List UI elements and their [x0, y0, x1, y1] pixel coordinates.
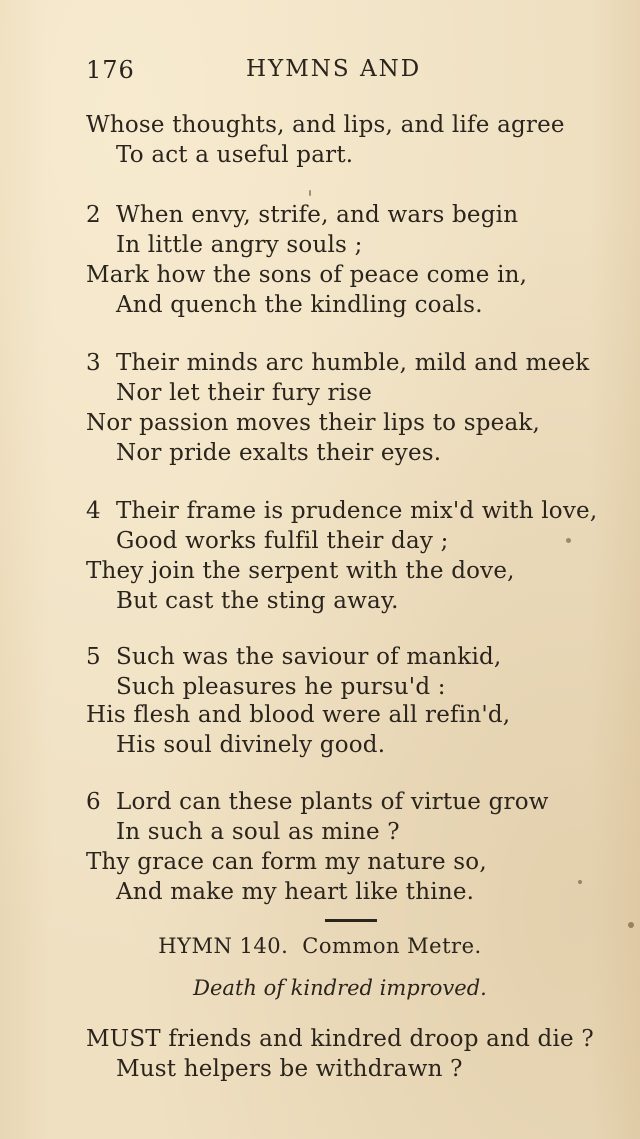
verse-text: Their minds arc humble, mild and meek: [116, 350, 590, 376]
verse-line: Thy grace can form my nature so,: [86, 849, 487, 875]
verse-text: Their frame is prudence mix'd with love,: [116, 498, 598, 524]
verse-line: To act a useful part.: [116, 142, 354, 168]
verse-line: They join the serpent with the dove,: [86, 558, 515, 584]
verse-line: [86, 789, 549, 815]
page-header: [86, 52, 446, 92]
verse-number: 5: [86, 644, 101, 670]
verse-line: Nor passion moves their lips to speak,: [86, 410, 540, 436]
verse-line: [86, 498, 597, 524]
verse-line: Good works fulfil their day ;: [116, 528, 449, 554]
running-head: HYMNS AND: [246, 56, 422, 82]
verse-text: Such was the saviour of mankid,: [116, 644, 502, 670]
verse-text: friends and kindred droop and die ?: [160, 1026, 594, 1052]
verse-line: Must helpers be withdrawn ?: [116, 1056, 463, 1082]
hymn-title: HYMN 140.: [158, 934, 289, 958]
verse-line: [86, 202, 518, 228]
verse-text: Lord can these plants of virtue grow: [116, 789, 549, 815]
verse-line: Such pleasures he pursu'd :: [116, 674, 446, 700]
paper-speck: [628, 922, 634, 928]
verse-line: In such a soul as mine ?: [116, 819, 400, 845]
paper-speck: [566, 538, 571, 543]
verse-line: His flesh and blood were all refin'd,: [86, 702, 511, 728]
verse-text: When envy, strife, and wars begin: [116, 202, 519, 228]
verse-line: Whose thoughts, and lips, and life agree: [86, 112, 565, 138]
verse-line: Nor pride exalts their eyes.: [116, 440, 442, 466]
verse-line: But cast the sting away.: [116, 588, 399, 614]
verse-line: [86, 350, 589, 376]
verse-line: And make my heart like thine.: [116, 879, 475, 905]
verse-number: 4: [86, 498, 101, 524]
verse-line: His soul divinely good.: [116, 732, 386, 758]
hymn-heading: [0, 934, 640, 958]
section-divider: [325, 919, 377, 922]
paper-speck: [578, 880, 582, 884]
verse-number: 6: [86, 789, 101, 815]
verse-number: 3: [86, 350, 101, 376]
drop-word: MUST: [86, 1026, 161, 1052]
page-number: 176: [86, 56, 135, 84]
verse-line: And quench the kindling coals.: [116, 292, 483, 318]
hymn-subtitle: Death of kindred improved.: [193, 976, 487, 1000]
verse-line: Nor let their fury rise: [116, 380, 373, 406]
verse-line: [86, 1026, 594, 1052]
verse-line: In little angry souls ;: [116, 232, 363, 258]
paper-speck: [309, 190, 311, 196]
verse-number: 2: [86, 202, 101, 228]
hymn-metre: Common Metre.: [302, 934, 482, 958]
verse-line: Mark how the sons of peace come in,: [86, 262, 528, 288]
verse-line: [86, 644, 501, 670]
